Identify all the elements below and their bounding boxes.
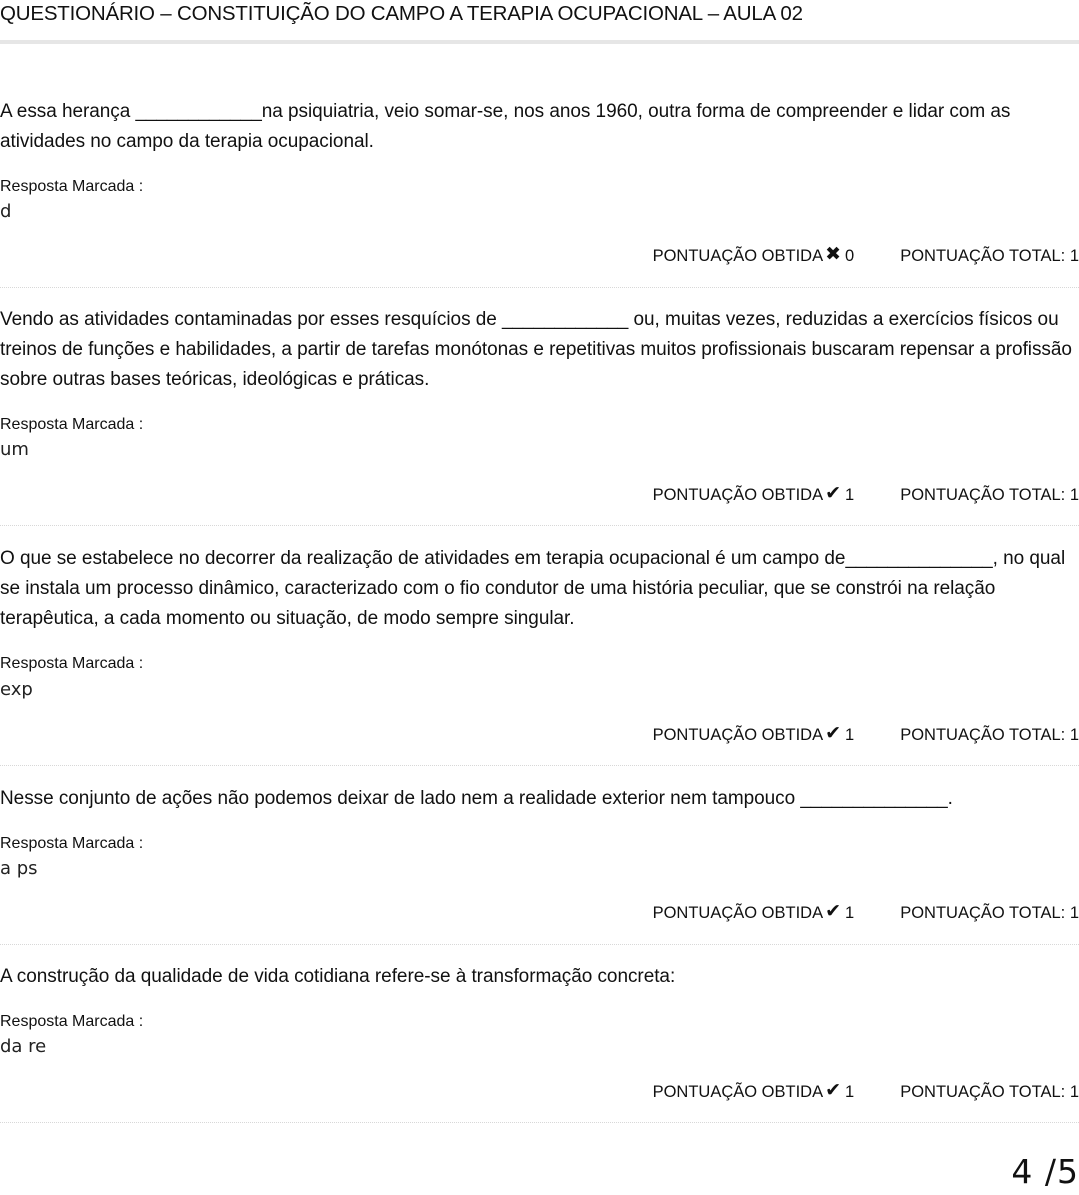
question-text: O que se estabelece no decorrer da realização de atividades em terapia ocupacional é um campo de______________, no qual se instala um processo dinâmico, caracterizado com o fio condutor de uma história peculiar, que se constrói na relação terapêutica, a cada momento ou situação, de modo sempre singular. <box>0 548 1066 629</box>
check-icon: ✔ <box>825 722 842 744</box>
score-row <box>653 724 1079 746</box>
question-block <box>0 962 1079 992</box>
check-icon: ✔ <box>825 1079 842 1101</box>
score-obtained <box>653 245 855 267</box>
score-obtained-label: PONTUAÇÃO OBTIDA <box>652 904 824 922</box>
score-total: PONTUAÇÃO TOTAL: 1 <box>900 1083 1079 1101</box>
page-header <box>0 0 1079 44</box>
score-obtained-value: 1 <box>845 486 855 504</box>
divider <box>0 944 1079 945</box>
answer-label: Resposta Marcada : <box>0 655 144 672</box>
score-row <box>653 484 1079 506</box>
answer-value: a ps <box>0 858 38 879</box>
question-block <box>0 544 1079 634</box>
cross-icon: ✖ <box>825 243 842 265</box>
score-obtained-value: 1 <box>845 726 855 744</box>
question-text: Vendo as atividades contaminadas por esses resquícios de ____________ ou, muitas vezes, reduzidas a exercícios físicos ou treinos de funções e habilidades, a partir de tarefas monótonas e repetitivas muitos profissionais buscaram repensar a profissão sobre outras bases teóricas, ideológicas e práticas. <box>0 309 1072 390</box>
score-obtained <box>653 902 855 924</box>
score-obtained <box>653 484 855 506</box>
score-obtained <box>653 1081 855 1103</box>
score-obtained <box>653 724 855 746</box>
score-obtained-label: PONTUAÇÃO OBTIDA <box>652 1083 824 1101</box>
answer-label: Resposta Marcada : <box>0 178 144 195</box>
divider <box>0 765 1079 766</box>
answer-value: exp <box>0 679 33 700</box>
score-row <box>653 1081 1079 1103</box>
page-indicator <box>1011 1152 1079 1192</box>
score-total: PONTUAÇÃO TOTAL: 1 <box>900 247 1079 265</box>
score-obtained-label: PONTUAÇÃO OBTIDA <box>652 726 824 744</box>
score-obtained-label: PONTUAÇÃO OBTIDA <box>652 486 824 504</box>
question-block <box>0 97 1079 157</box>
divider <box>0 525 1079 526</box>
score-obtained-value: 1 <box>845 1083 855 1101</box>
score-total: PONTUAÇÃO TOTAL: 1 <box>900 486 1079 504</box>
score-row <box>653 245 1079 267</box>
question-text: Nesse conjunto de ações não podemos deixar de lado nem a realidade exterior nem tampouco ______________. <box>0 788 953 809</box>
score-obtained-label: PONTUAÇÃO OBTIDA <box>652 247 824 265</box>
score-row <box>653 902 1079 924</box>
answer-value: um <box>0 439 29 460</box>
question-block <box>0 305 1079 395</box>
check-icon: ✔ <box>825 900 842 922</box>
question-text: A construção da qualidade de vida cotidiana refere-se à transformação concreta: <box>0 966 676 987</box>
score-total: PONTUAÇÃO TOTAL: 1 <box>900 904 1079 922</box>
score-total: PONTUAÇÃO TOTAL: 1 <box>900 726 1079 744</box>
answer-label: Resposta Marcada : <box>0 416 144 433</box>
score-obtained-value: 1 <box>845 904 855 922</box>
check-icon: ✔ <box>825 482 842 504</box>
answer-label: Resposta Marcada : <box>0 1013 144 1030</box>
question-block <box>0 784 1079 814</box>
divider <box>0 287 1079 288</box>
divider <box>0 1122 1079 1123</box>
answer-label: Resposta Marcada : <box>0 835 144 852</box>
total-pages: 5 <box>1057 1152 1079 1191</box>
page-title: QUESTIONÁRIO – CONSTITUIÇÃO DO CAMPO A TERAPIA OCUPACIONAL – AULA 02 <box>0 2 803 25</box>
score-obtained-value: 0 <box>845 247 855 265</box>
question-text: A essa herança ____________na psiquiatria, veio somar-se, nos anos 1960, outra forma de compreender e lidar com as atividades no campo da terapia ocupacional. <box>0 101 1011 152</box>
answer-value: da re <box>0 1036 47 1057</box>
page-separator: / <box>1044 1152 1057 1191</box>
current-page: 4 <box>1011 1152 1034 1191</box>
answer-value: d <box>0 201 12 222</box>
